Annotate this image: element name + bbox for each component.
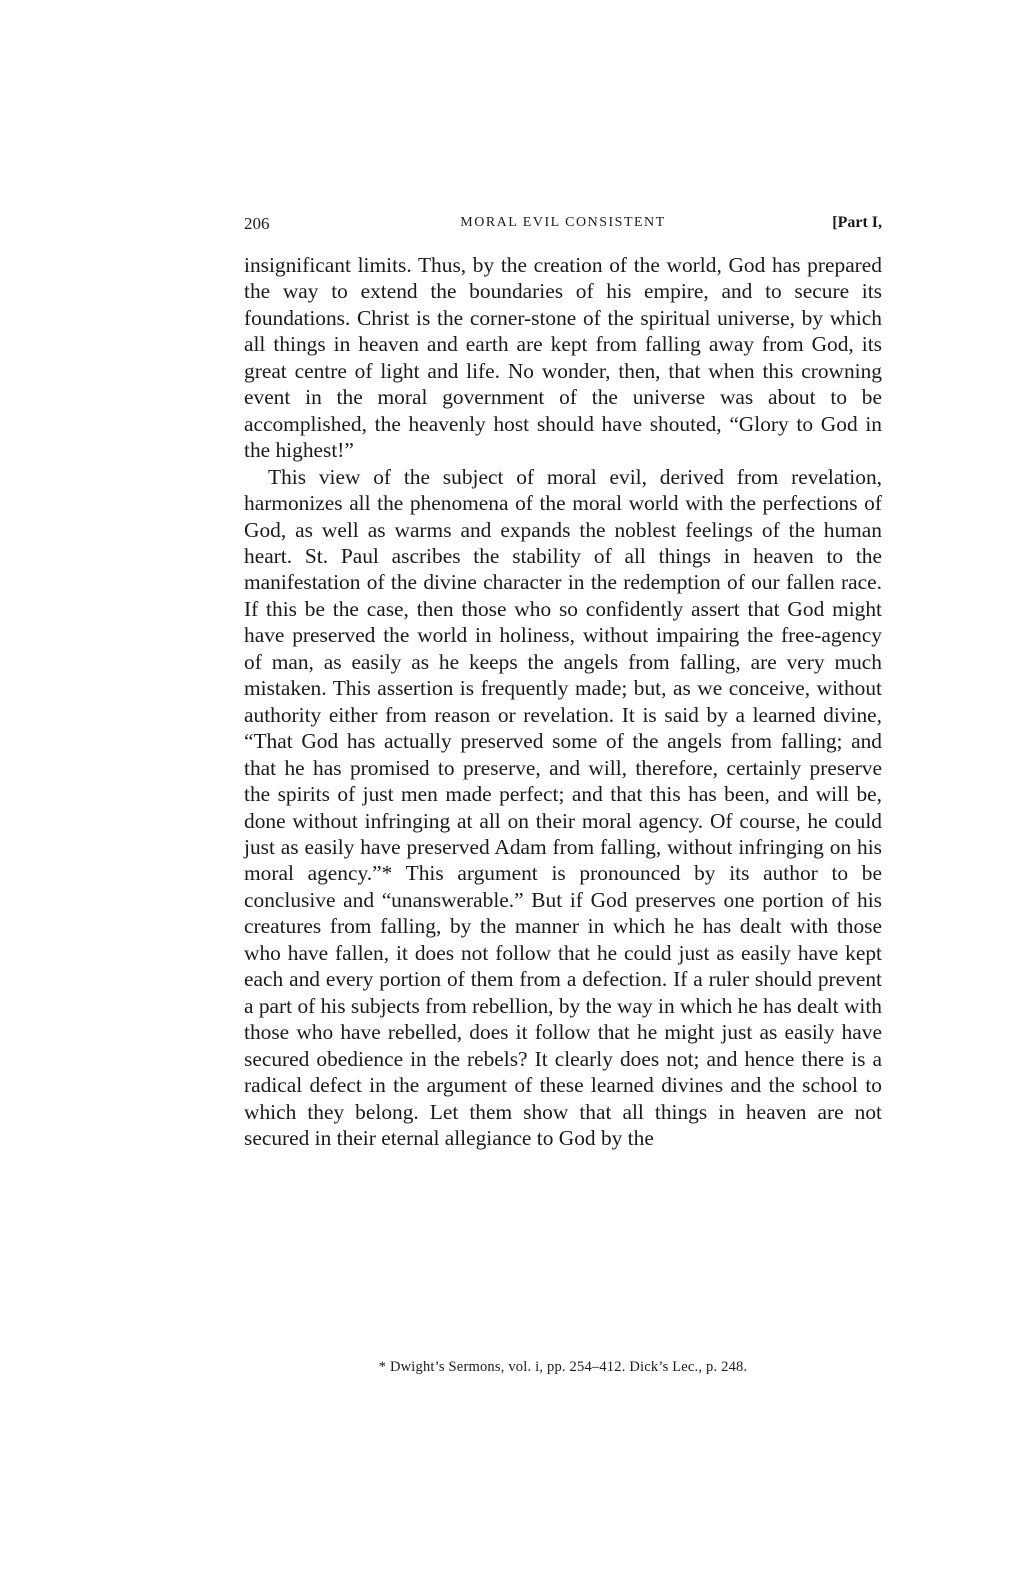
running-title: MORAL EVIL CONSISTENT <box>460 215 666 230</box>
body-text <box>244 252 882 1151</box>
paragraph: This view of the subject of moral evil, derived from revelation, harmonizes all the phenomena of the moral world with the perfections of God, as well as warms and expands the noblest feelings of the human heart. St. Paul ascribes the stability of all things in heaven to the manifestation of the divine character in the redemption of our fallen race. If this be the case, then those who so confidently assert that God might have preserved the world in holiness, without impairing the free-agency of man, as easily as he keeps the angels from falling, are very much mistaken. This assertion is frequently made; but, as we conceive, without authority either from reason or revelation. It is said by a learned divine, “That God has actually preserved some of the angels from falling; and that he has promised to preserve, and will, therefore, certainly preserve the spirits of just men made perfect; and that this has been, and will be, done without infringing at all on their moral agency. Of course, he could just as easily have preserved Adam from falling, without infringing on his moral agency.”* This argument is pronounced by its author to be conclusive and “unanswerable.” But if God preserves one portion of his creatures from falling, by the manner in which he has dealt with those who have fallen, it does not follow that he could just as easily have kept each and every portion of them from a defection. If a ruler should prevent a part of his subjects from rebellion, by the way in which he has dealt with those who have rebelled, does it follow that he might just as easily have secured obedience in the rebels? It clearly does not; and hence there is a radical defect in the argument of these learned divines and the school to which they belong. Let them show that all things in heaven are not secured in their eternal allegiance to God by the <box>244 464 882 1150</box>
footnote: * Dwight’s Sermons, vol. i, pp. 254–412. Dick’s Lec., p. 248. <box>378 1359 748 1375</box>
running-head <box>244 214 882 236</box>
paragraph-continued: insignificant limits. Thus, by the creation of the world, God has prepared the way to extend the boundaries of his empire, and to secure its foundations. Christ is the corner-stone of the spiritual universe, by which all things in heaven and earth are kept from falling away from God, its great centre of light and life. No wonder, then, that when this crowning event in the moral government of the universe was about to be accomplished, the heavenly host should have shouted, “Glory to God in the highest!” <box>244 253 882 463</box>
page-number: 206 <box>244 214 270 233</box>
part-label: [Part I, <box>832 214 882 231</box>
